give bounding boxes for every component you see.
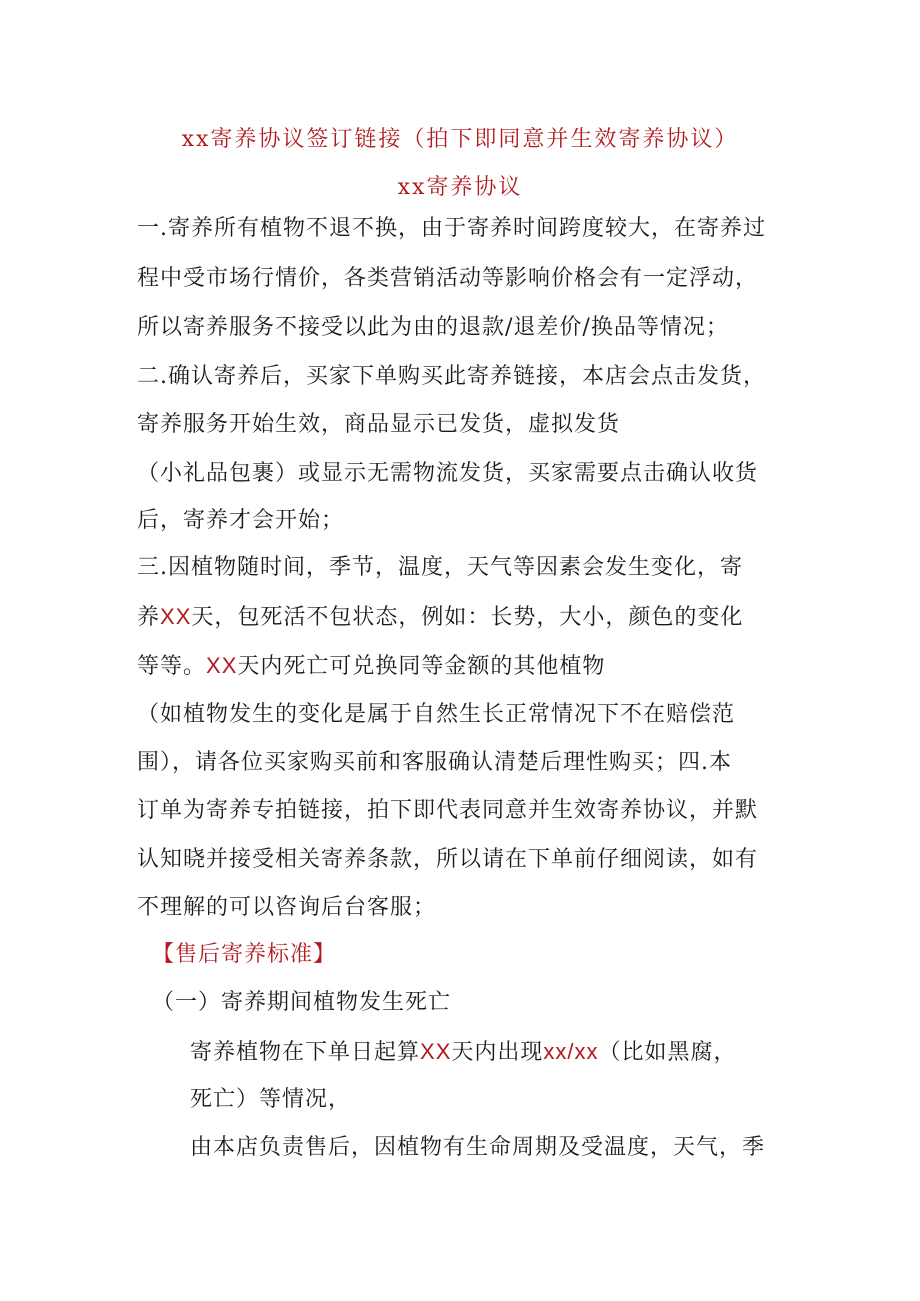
- paragraph-line: 后，寄养才会开始；: [137, 508, 345, 533]
- subsection-heading: （一）寄养期间植物发生死亡: [152, 990, 452, 1015]
- paragraph-line: [137, 602, 743, 633]
- line-text: 等等。: [137, 654, 207, 679]
- line-text: 天内出现: [451, 1040, 544, 1065]
- paragraph-line: 订单为寄养专拍链接，拍下即代表同意并生效寄养协议，并默: [137, 798, 759, 823]
- line-text: 天内死亡可兑换同等金额的其他植物: [237, 654, 606, 679]
- line-text: 天，包死活不包状态，例如：长势，大小，颜色的变化: [191, 605, 744, 630]
- paragraph-line: （小礼品包裹）或显示无需物流发货，买家需要点击确认收货: [137, 461, 759, 486]
- line-text: 养: [137, 605, 161, 630]
- paragraph-line: 三.因植物随时间，季节，温度，天气等因素会发生变化，寄: [137, 555, 743, 580]
- line-text: （比如黑腐，: [598, 1040, 737, 1065]
- placeholder-days: XX: [206, 653, 238, 678]
- line-text: 寄养植物在下单日起算: [190, 1040, 421, 1065]
- paragraph-line: 围），请各位买家购买前和客服确认清楚后理性购买；四.本: [137, 750, 732, 775]
- paragraph-line: 所以寄养服务不接受以此为由的退款/退差价/换品等情况；: [137, 315, 729, 340]
- paragraph-line: [137, 651, 605, 682]
- paragraph-line: 二.确认寄养后，买家下单购买此寄养链接，本店会点击发货，: [137, 364, 766, 389]
- placeholder-ratio: xx/xx: [543, 1039, 599, 1064]
- paragraph-line: 认知晓并接受相关寄养条款，所以请在下单前仔细阅读，如有: [137, 847, 759, 872]
- placeholder-days: XX: [160, 604, 192, 629]
- paragraph-line: 不理解的可以咨询后台客服；: [137, 895, 437, 920]
- document-subtitle: xx寄养协议: [397, 175, 523, 200]
- paragraph-line: 程中受市场行情价，各类营销活动等影响价格会有一定浮动，: [137, 266, 759, 291]
- paragraph-line: 死亡）等情况，: [190, 1087, 352, 1112]
- paragraph-line: 由本店负责售后，因植物有生命周期及受温度，天气，季: [190, 1135, 766, 1160]
- section-heading: 【售后寄养标准】: [152, 942, 337, 967]
- paragraph-line: [190, 1037, 737, 1068]
- placeholder-days: XX: [420, 1039, 452, 1064]
- paragraph-line: 一.寄养所有植物不退不换，由于寄养时间跨度较大，在寄养过: [137, 216, 766, 241]
- paragraph-line: 寄养服务开始生效，商品显示已发货，虚拟发货: [137, 412, 621, 437]
- document-title: xx寄养协议签订链接（拍下即同意并生效寄养协议）: [181, 127, 739, 152]
- paragraph-line: （如植物发生的变化是属于自然生长正常情况下不在赔偿范: [137, 702, 736, 727]
